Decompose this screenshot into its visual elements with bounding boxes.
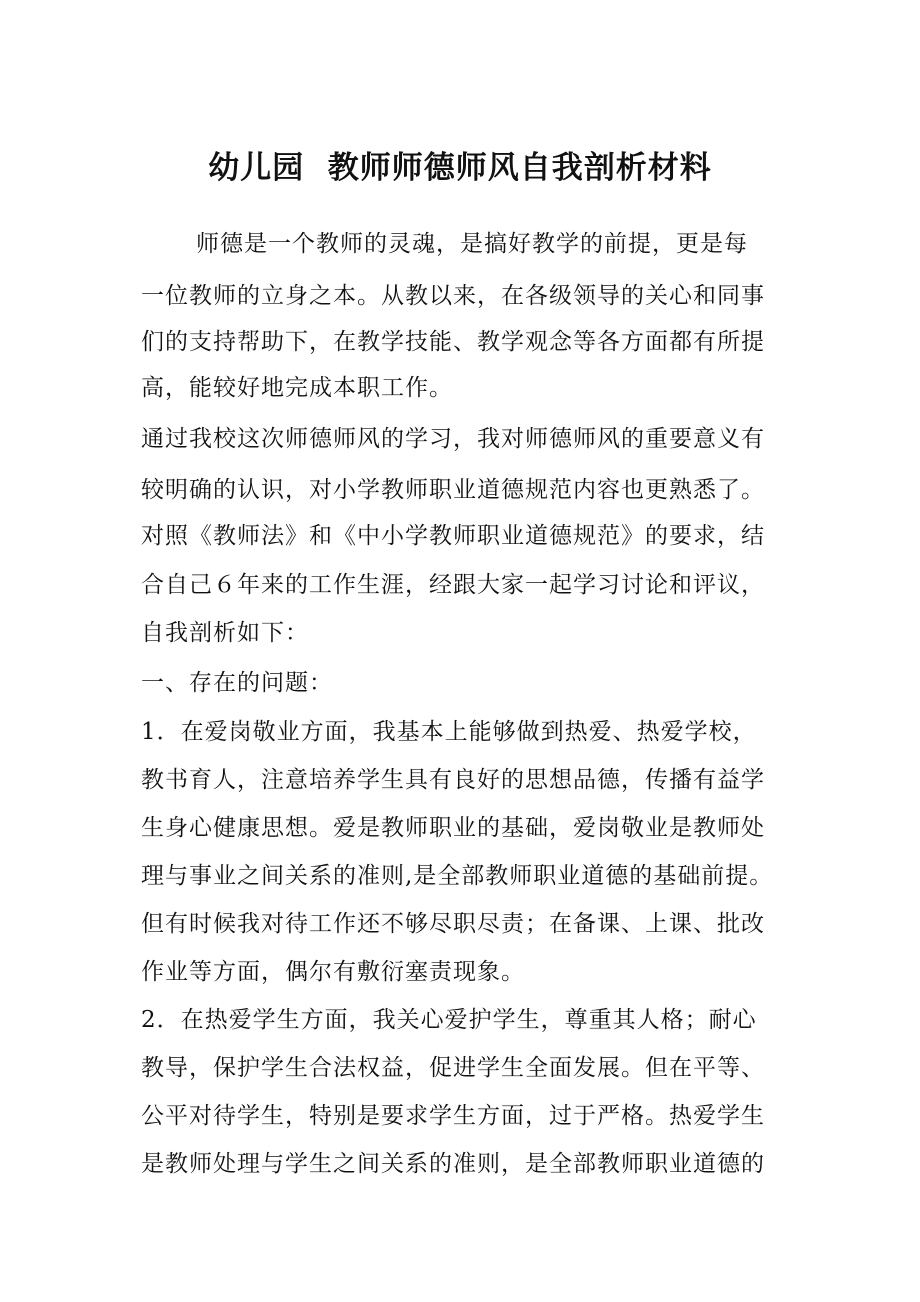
body-line-2: 一位教师的立身之本。从教以来，在各级领导的关心和同事 (141, 283, 765, 309)
body-line-6: 较明确的认识，对小学教师职业道德规范内容也更熟悉了。 (141, 477, 765, 503)
body-line-20: 是教师处理与学生之间关系的准则，是全部教师职业道德的 (141, 1151, 765, 1177)
body-line-12: 教书育人，注意培养学生具有良好的思想品德，传播有益学 (141, 767, 765, 793)
body-line-5: 通过我校这次师德师风的学习，我对师德师风的重要意义有 (141, 426, 765, 452)
document-title: 幼儿园 教师师德师风自我剖析材料 (208, 150, 712, 186)
body-line-18: 教导，保护学生合法权益，促进学生全面发展。但在平等、 (141, 1055, 765, 1081)
body-line-7: 对照《教师法》和《中小学教师职业道德规范》的要求，结 (141, 523, 765, 549)
body-line-11: 1．在爱岗敬业方面，我基本上能够做到热爱、热爱学校， (141, 719, 757, 745)
section-heading-problems: 一、存在的问题： (141, 670, 333, 696)
body-line-14: 理与事业之间关系的准则,是全部教师职业道德的基础前提。 (141, 863, 774, 889)
body-line-1: 师德是一个教师的灵魂，是搞好教学的前提，更是每 (196, 231, 748, 257)
body-line-13: 生身心健康思想。爱是教师职业的基础，爱岗敬业是教师处 (141, 815, 765, 841)
body-line-9: 自我剖析如下： (141, 620, 309, 646)
body-line-8: 合自己６年来的工作生涯，经跟大家一起学习讨论和评议， (141, 572, 765, 598)
body-line-19: 公平对待学生，特别是要求学生方面，过于严格。热爱学生 (141, 1103, 765, 1129)
body-line-3: 们的支持帮助下，在教学技能、教学观念等各方面都有所提 (141, 329, 765, 355)
body-line-16: 作业等方面，偶尔有敷衍塞责现象。 (141, 959, 525, 985)
body-line-4: 高，能较好地完成本职工作。 (141, 375, 453, 401)
body-line-17: 2．在热爱学生方面，我关心爱护学生，尊重其人格；耐心 (141, 1007, 757, 1033)
body-line-15: 但有时候我对待工作还不够尽职尽责；在备课、上课、批改 (141, 911, 765, 937)
